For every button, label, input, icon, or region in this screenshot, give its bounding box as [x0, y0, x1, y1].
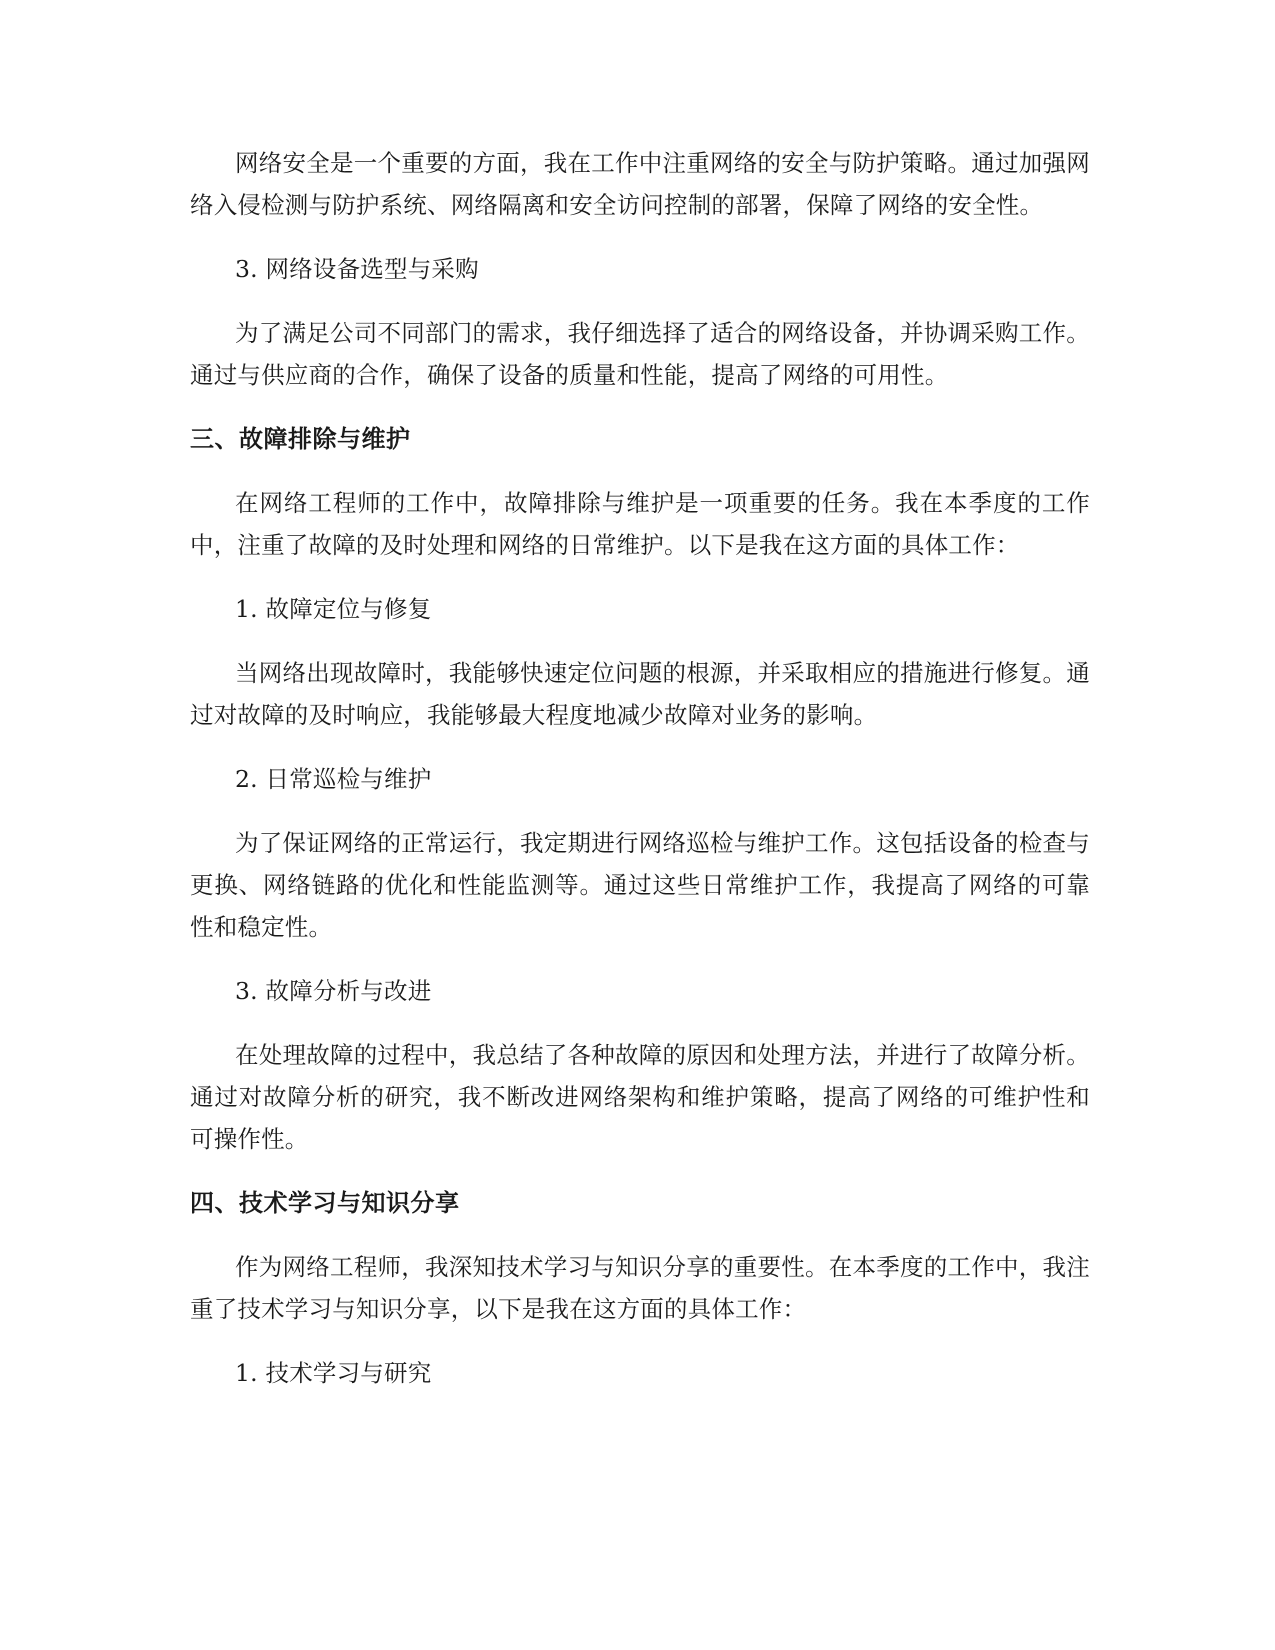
list-item-tech-research: 1. 技术学习与研究: [235, 1359, 432, 1387]
list-item-fault-analysis: 3. 故障分析与改进: [235, 977, 432, 1005]
list-item-device-selection: 3. 网络设备选型与采购: [235, 255, 479, 283]
paragraph-network-security: 网络安全是一个重要的方面，我在工作中注重网络的安全与防护策略。通过加强网络入侵检测与防护系统、网络隔离和安全访问控制的部署，保障了网络的安全性。: [190, 149, 1090, 219]
list-item-fault-location: 1. 故障定位与修复: [235, 595, 432, 623]
paragraph-fault-location: 当网络出现故障时，我能够快速定位问题的根源，并采取相应的措施进行修复。通过对故障的及时响应，我能够最大程度地减少故障对业务的影响。: [190, 659, 1090, 729]
document-body: [190, 142, 1090, 1416]
section-heading-tech-learning: 四、技术学习与知识分享: [190, 1189, 460, 1217]
paragraph-fault-analysis: 在处理故障的过程中，我总结了各种故障的原因和处理方法，并进行了故障分析。通过对故障分析的研究，我不断改进网络架构和维护策略，提高了网络的可维护性和可操作性。: [190, 1041, 1090, 1153]
paragraph-troubleshooting-intro: 在网络工程师的工作中，故障排除与维护是一项重要的任务。我在本季度的工作中，注重了故障的及时处理和网络的日常维护。以下是我在这方面的具体工作：: [190, 489, 1090, 559]
section-heading-troubleshooting: 三、故障排除与维护: [190, 425, 411, 453]
list-item-daily-inspection: 2. 日常巡检与维护: [235, 765, 432, 793]
paragraph-daily-inspection: 为了保证网络的正常运行，我定期进行网络巡检与维护工作。这包括设备的检查与更换、网络链路的优化和性能监测等。通过这些日常维护工作，我提高了网络的可靠性和稳定性。: [190, 829, 1090, 941]
paragraph-device-selection: 为了满足公司不同部门的需求，我仔细选择了适合的网络设备，并协调采购工作。通过与供应商的合作，确保了设备的质量和性能，提高了网络的可用性。: [190, 319, 1090, 389]
paragraph-tech-learning-intro: 作为网络工程师，我深知技术学习与知识分享的重要性。在本季度的工作中，我注重了技术学习与知识分享，以下是我在这方面的具体工作：: [190, 1253, 1090, 1323]
